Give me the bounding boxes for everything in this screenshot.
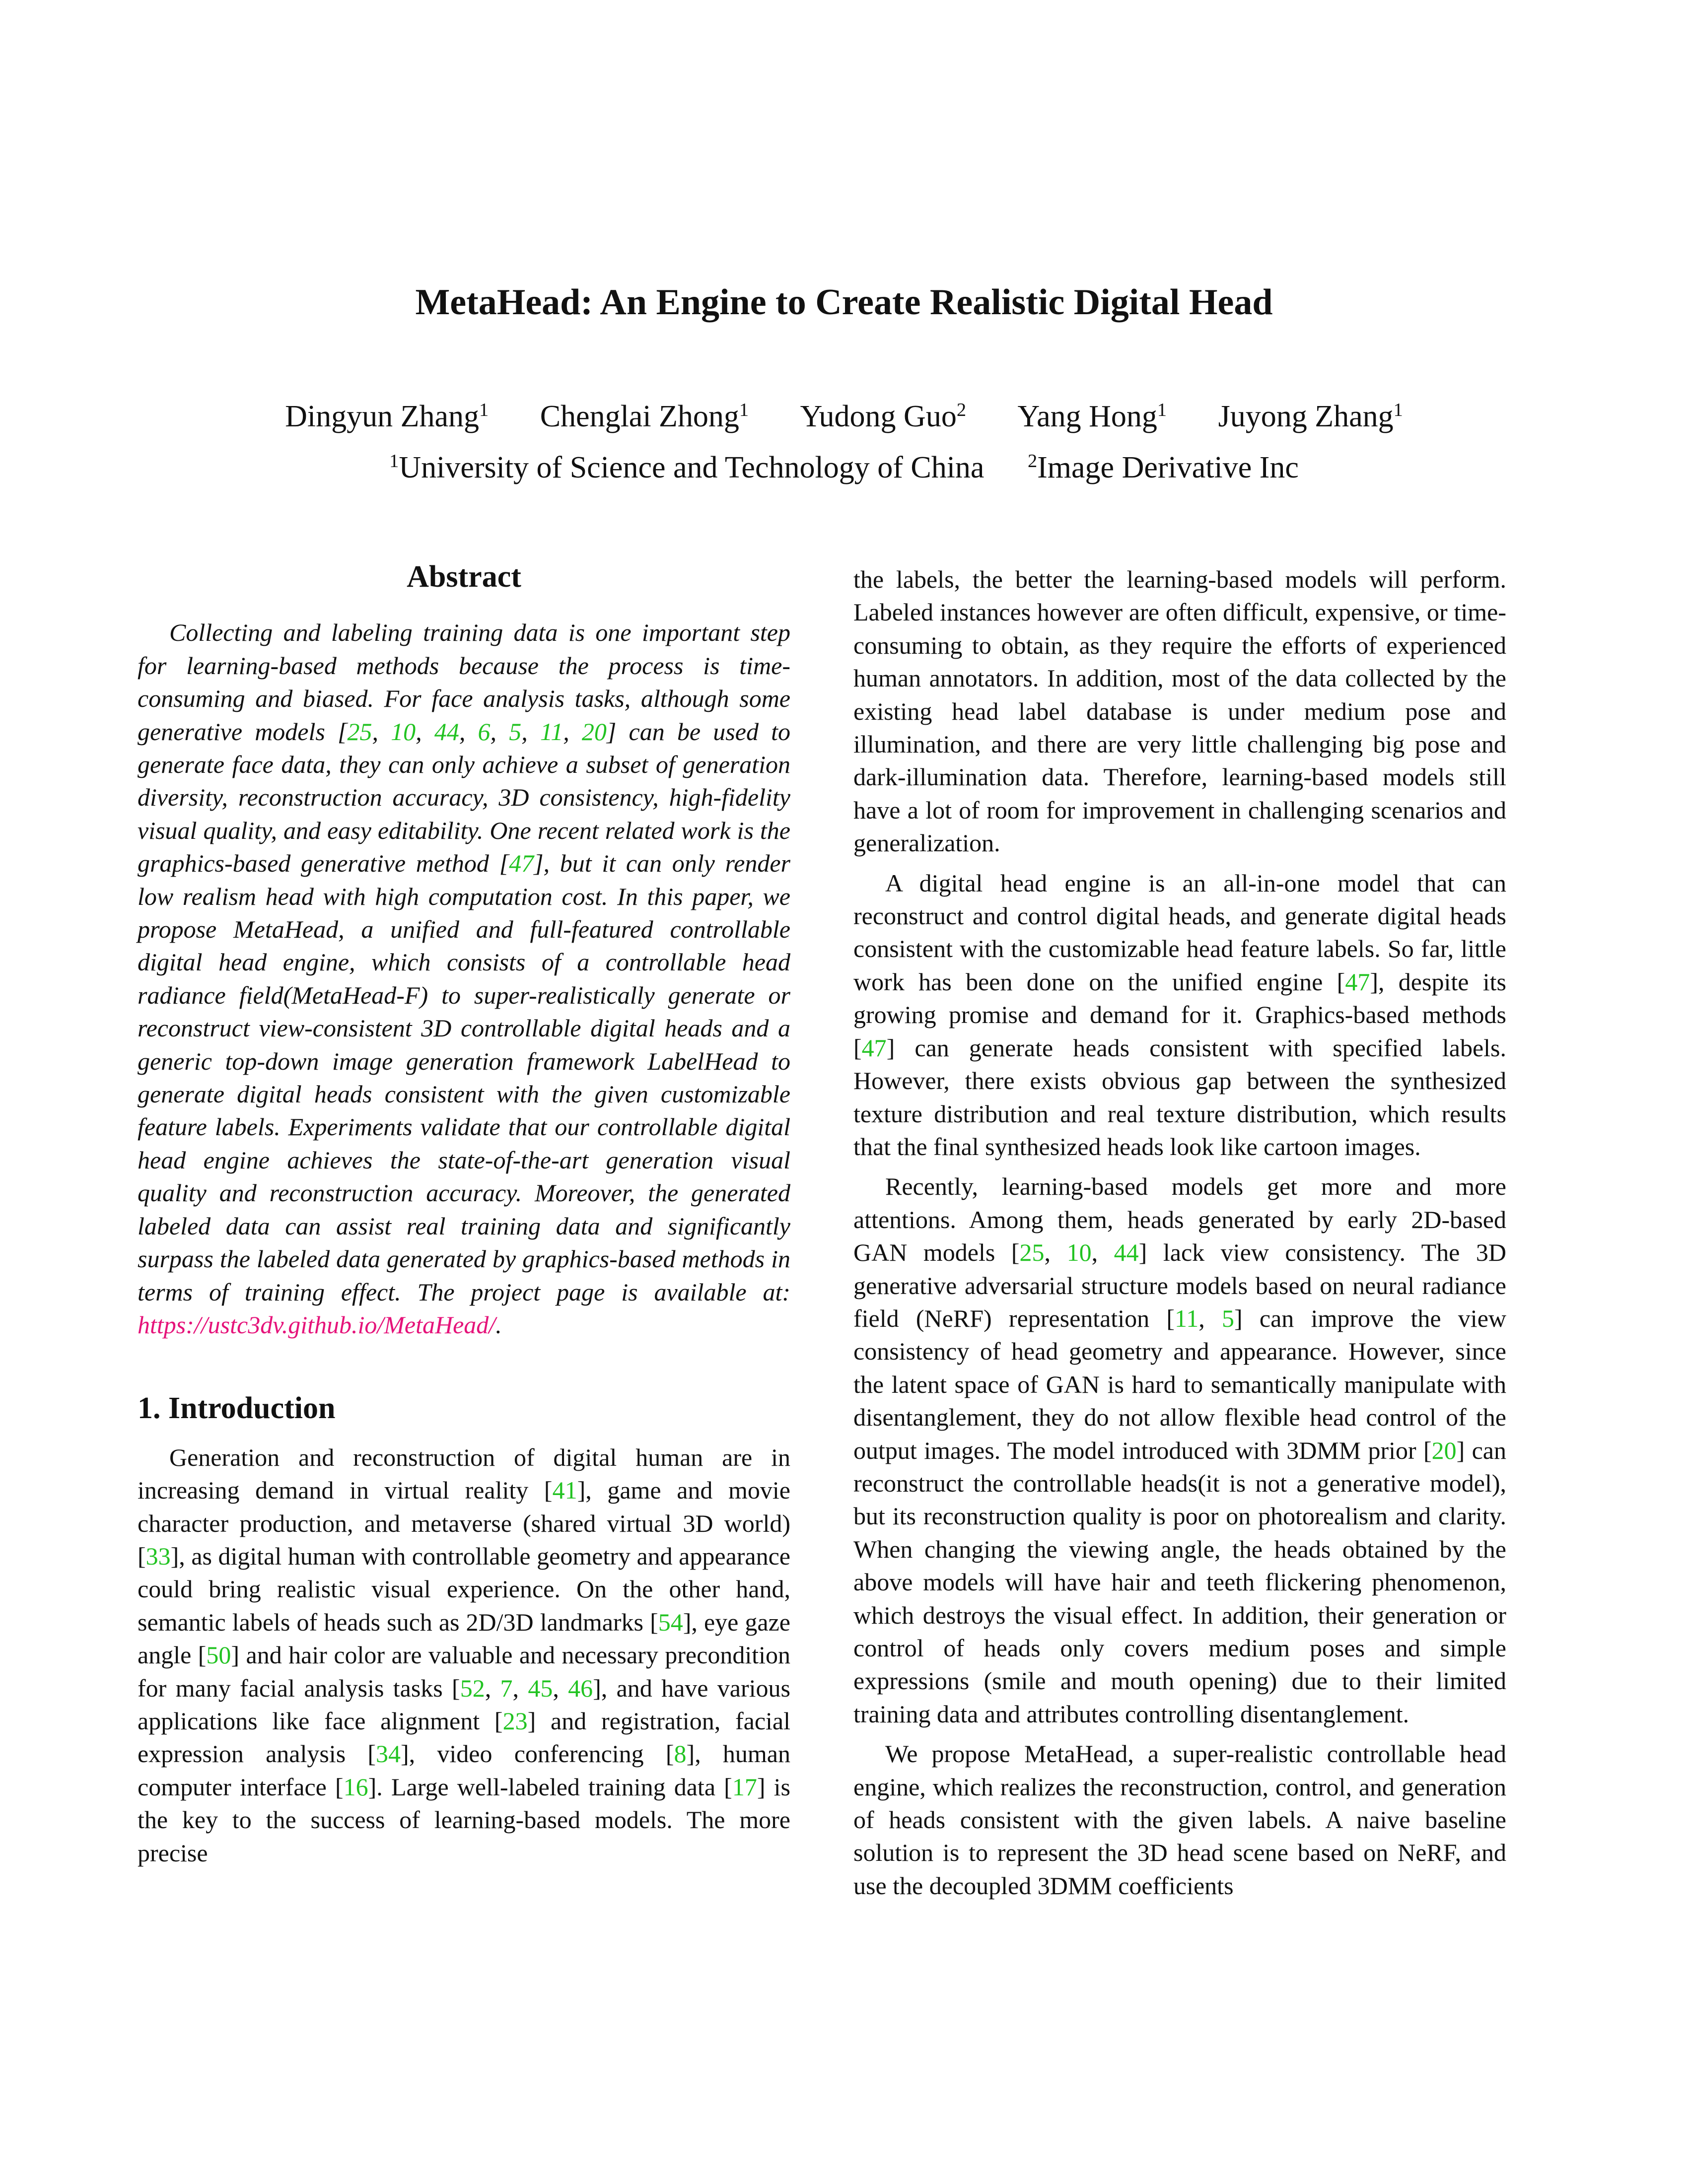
- author: [1218, 400, 1403, 433]
- introduction-paragraph: Generation and reconstruction of digital human are in increasing demand in virtual reality [41], game and movie character production, and metaverse (shared virtual 3D world) [33], as digital human with controllable geometry and appearance could bring realistic visual experience. On the other hand, semantic labels of heads such as 2D/3D landmarks [54], eye gaze angle [50] and hair color are valuable and necessary precondition for many facial analysis tasks [52, 7, 45, 46], and have various applications like face alignment [23] and registration, facial expression analysis [34], video conferencing [8], human computer interface [16]. Large well-labeled training data [17] is the key to the success of learning-based models. The more precise: [138, 1443, 791, 1867]
- body-paragraph: A digital head engine is an all-in-one model that can reconstruct and control digital heads, and generate digital heads consistent with the customizable head feature labels. So far, little work has been done on the unified engine [47], despite its growing promise and demand for it. Graphics-based methods [47] can generate heads consistent with specified labels. However, there exists obvious gap between the synthesized texture distribution and real texture distribution, which results that the final synthesized heads look like cartoon images.: [853, 869, 1506, 1160]
- affiliation-mark: 1: [739, 399, 749, 420]
- author-name: Juyong Zhang: [1218, 400, 1394, 433]
- affiliation-mark: 2: [956, 399, 967, 420]
- author-list: [0, 392, 1688, 441]
- citation-link[interactable]: 47: [1345, 967, 1370, 996]
- affiliation-mark: 2: [1027, 450, 1038, 472]
- body-paragraph: the labels, the better the learning-based models will perform. Labeled instances however are often difficult, expensive, or time-consuming to obtain, as they require the efforts of experienced human annotators. In addition, most of the data collected by the existing head label database is under medium pose and illumination, and there are very little challenging big pose and dark-illumination data. Therefore, learning-based models still have a lot of room for improvement in challenging scenarios and generalization.: [853, 565, 1506, 857]
- citation-link[interactable]: 11: [1175, 1304, 1199, 1332]
- citation-link[interactable]: 5: [509, 717, 522, 746]
- body-paragraph: Recently, learning-based models get more and more attentions. Among them, heads generated by early 2D-based GAN models [25, 10, 44] lack view consistency. The 3D generative adversarial structure models based on neural radiance field (NeRF) representation [11, 5] can improve the view consistency of head geometry and appearance. However, since the latent space of GAN is hard to semantically manipulate with disentanglement, they do not allow flexible head control of the output images. The model introduced with 3DMM prior [20] can reconstruct the controllable heads(it is not a generative model), but its reconstruction quality is poor on photorealism and clarity. When changing the viewing angle, the heads obtained by the above models will have hair and teeth flickering phenomenon, which destroys the visual effect. In addition, their generation or control of heads only covers medium poses and simple expressions (smile and mouth opening) due to their limited training data and attributes controlling disentanglement.: [853, 1172, 1507, 1728]
- right-column: [853, 563, 1506, 1902]
- abstract-body: Collecting and labeling training data is one important step for learning-based methods because the process is time-consuming and biased. For face analysis tasks, although some generative models [25, 10, 44, 6, 5, 11, 20] can be used to generate face data, they can only achieve a subset of generation diversity, reconstruction accuracy, 3D consistency, high-fidelity visual quality, and easy editability. One recent related work is the graphics-based generative method [47], but it can only render low realism head with high computation cost. In this paper, we propose MetaHead, a unified and full-featured controllable digital head engine, which consists of a controllable head radiance field(MetaHead-F) to super-realistically generate or reconstruct view-consistent 3D controllable digital heads and a generic top-down image generation framework LabelHead to generate digital heads consistent with the given customizable feature labels. Experiments validate that our controllable digital head engine achieves the state-of-the-art generation visual quality and reconstruction accuracy. Moreover, the generated labeled data can assist real training data and significantly surpass the labeled data generated by graphics-based methods in terms of training effect. The project page is available at: https://ustc3dv.github.io/MetaHead/.: [138, 618, 791, 1339]
- author: [285, 400, 489, 433]
- citation-link[interactable]: 25: [347, 717, 372, 746]
- author-name: Yang Hong: [1017, 400, 1157, 433]
- introduction-heading: 1. Introduction: [138, 1391, 336, 1426]
- citation-link[interactable]: 7: [500, 1674, 513, 1702]
- citation-link[interactable]: 25: [1019, 1238, 1045, 1267]
- author: [1018, 400, 1167, 433]
- affiliation-name: Image Derivative Inc: [1037, 451, 1299, 484]
- affiliation-mark: 1: [389, 450, 399, 472]
- citation-link[interactable]: 54: [658, 1608, 683, 1636]
- citation-link[interactable]: 17: [732, 1773, 757, 1801]
- citation-link[interactable]: 44: [434, 717, 459, 746]
- author-name: Chenglai Zhong: [540, 400, 739, 433]
- citation-link[interactable]: 10: [391, 717, 416, 746]
- citation-link[interactable]: 45: [528, 1674, 553, 1702]
- citation-link[interactable]: 34: [376, 1740, 401, 1768]
- paper-title: MetaHead: An Engine to Create Realistic Digital Head: [415, 282, 1273, 323]
- author: [800, 400, 966, 433]
- citation-link[interactable]: 50: [206, 1641, 231, 1669]
- citation-link[interactable]: 41: [552, 1476, 577, 1504]
- citation-link[interactable]: 33: [145, 1542, 171, 1570]
- affiliation-name: University of Science and Technology of China: [399, 451, 985, 484]
- citation-link[interactable]: 5: [1221, 1304, 1234, 1332]
- affiliation-mark: 1: [1393, 399, 1403, 420]
- abstract-heading: Abstract: [407, 560, 521, 594]
- author-name: Dingyun Zhang: [285, 400, 479, 433]
- citation-link[interactable]: 52: [460, 1674, 485, 1702]
- citation-link[interactable]: 10: [1066, 1238, 1092, 1267]
- citation-link[interactable]: 44: [1114, 1238, 1139, 1267]
- affiliation-list: [0, 443, 1688, 492]
- body-paragraph: We propose MetaHead, a super-realistic controllable head engine, which realizes the reconstruction, control, and generation of heads consistent with the given labels. A naive baseline solution is to represent the 3D head scene based on NeRF, and use the decoupled 3DMM coefficients: [853, 1740, 1506, 1900]
- citation-link[interactable]: 8: [674, 1740, 687, 1768]
- left-column: [138, 558, 790, 1869]
- citation-link[interactable]: 6: [478, 717, 491, 746]
- affiliation-mark: 1: [479, 399, 489, 420]
- citation-link[interactable]: 23: [502, 1706, 528, 1735]
- citation-link[interactable]: 46: [568, 1674, 593, 1702]
- author: [540, 400, 749, 433]
- citation-link[interactable]: 16: [343, 1773, 368, 1801]
- citation-link[interactable]: 11: [540, 717, 563, 746]
- author-name: Yudong Guo: [800, 400, 957, 433]
- citation-link[interactable]: 47: [509, 849, 534, 878]
- affiliation: [1028, 451, 1299, 484]
- citation-link[interactable]: 20: [581, 717, 607, 746]
- citation-link[interactable]: 47: [861, 1033, 887, 1062]
- project-page-link[interactable]: https://ustc3dv.github.io/MetaHead/: [138, 1310, 496, 1339]
- affiliation-mark: 1: [1157, 399, 1167, 420]
- citation-link[interactable]: 20: [1431, 1436, 1457, 1464]
- affiliation: [389, 451, 984, 484]
